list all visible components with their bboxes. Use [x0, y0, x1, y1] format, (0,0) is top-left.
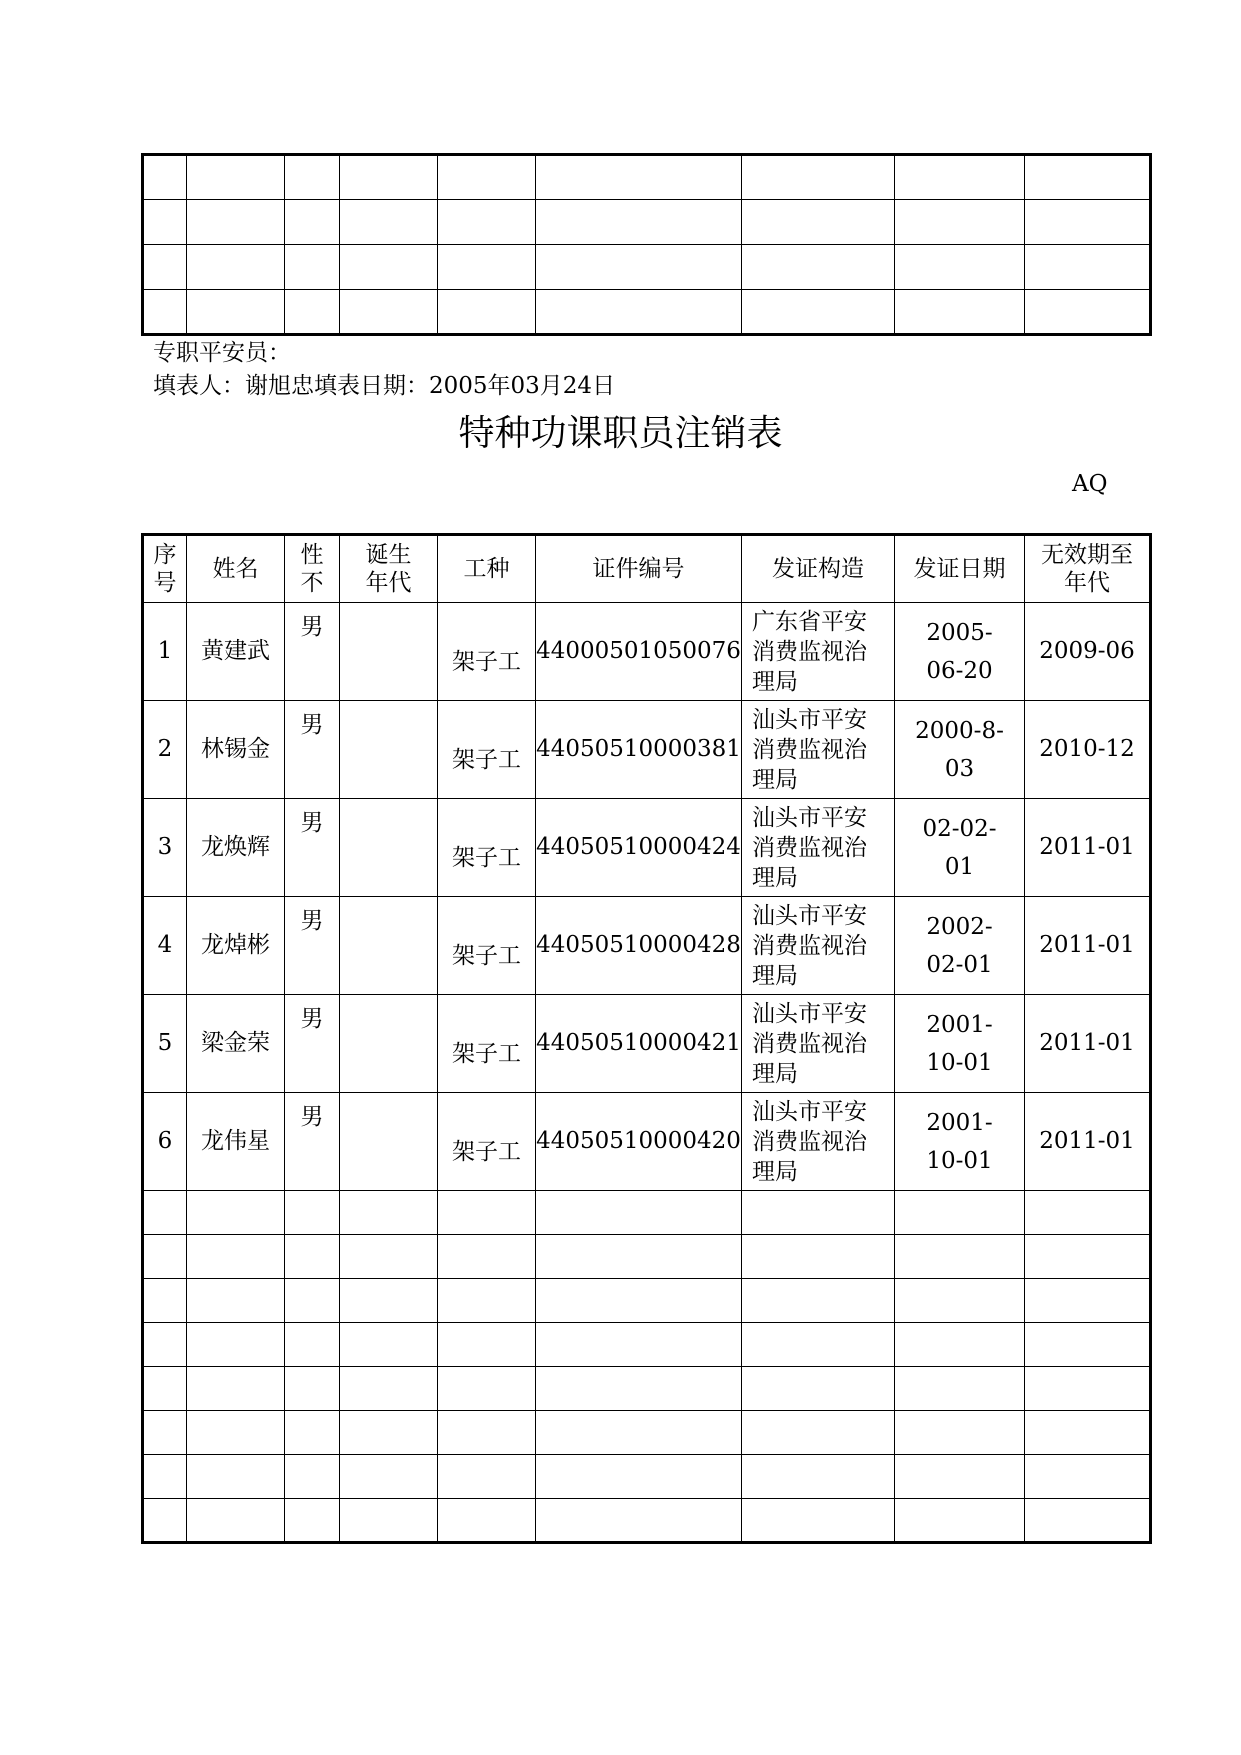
- table-row: [143, 603, 1151, 701]
- empty-cell: [340, 155, 438, 200]
- cell-name: 梁金荣: [187, 995, 285, 1093]
- empty-cell: [340, 290, 438, 335]
- empty-cell: [340, 1367, 438, 1411]
- empty-cell: [340, 200, 438, 245]
- cell-issuer: 汕头市平安消费监视治理局: [742, 995, 895, 1093]
- cell-job: 架子工: [438, 897, 536, 995]
- empty-cell: [187, 245, 285, 290]
- empty-cell: [340, 1235, 438, 1279]
- cell-issuer: 汕头市平安消费监视治理局: [742, 1093, 895, 1191]
- empty-cell: [1025, 1455, 1151, 1499]
- cell-issue-date: 02-02-01: [895, 799, 1025, 897]
- cell-sex: 男: [285, 701, 340, 799]
- empty-cell: [1025, 1323, 1151, 1367]
- empty-cell: [285, 1367, 340, 1411]
- empty-cell: [285, 155, 340, 200]
- cell-issuer: 汕头市平安消费监视治理局: [742, 799, 895, 897]
- table-row: [143, 1455, 1151, 1499]
- empty-cell: [187, 1323, 285, 1367]
- cell-cert: 44050510000420: [536, 1093, 742, 1191]
- empty-cell: [742, 1499, 895, 1543]
- cell-no: 3: [143, 799, 187, 897]
- col-header-birth: 诞生年代: [340, 535, 438, 603]
- cell-issue-date: 2001-10-01: [895, 995, 1025, 1093]
- table-row: [143, 1191, 1151, 1235]
- cell-birth: [340, 995, 438, 1093]
- empty-cell: [895, 290, 1025, 335]
- cell-cert: 44050510000428: [536, 897, 742, 995]
- empty-cell: [438, 200, 536, 245]
- filler-label: 填表人：: [153, 373, 245, 399]
- table-row: [143, 1367, 1151, 1411]
- empty-cell: [895, 1279, 1025, 1323]
- empty-cell: [285, 1499, 340, 1543]
- cell-birth: [340, 701, 438, 799]
- empty-cell: [895, 1191, 1025, 1235]
- cell-sex: 男: [285, 799, 340, 897]
- empty-cell: [438, 1279, 536, 1323]
- cell-issue-date: 2002-02-01: [895, 897, 1025, 995]
- empty-cell: [742, 155, 895, 200]
- table-row: [143, 1279, 1151, 1323]
- empty-cell: [143, 1279, 187, 1323]
- cell-no: 1: [143, 603, 187, 701]
- empty-cell: [895, 245, 1025, 290]
- empty-cell: [285, 1191, 340, 1235]
- empty-cell: [438, 290, 536, 335]
- cell-valid-to: 2011-01: [1025, 1093, 1151, 1191]
- empty-cell: [285, 1411, 340, 1455]
- cell-sex: 男: [285, 603, 340, 701]
- cell-cert: 44050510000424: [536, 799, 742, 897]
- empty-cell: [536, 1455, 742, 1499]
- cell-name: 林锡金: [187, 701, 285, 799]
- filler-name: 谢旭忠: [245, 373, 314, 399]
- col-header-name: 姓名: [187, 535, 285, 603]
- empty-cell: [340, 1323, 438, 1367]
- empty-cell: [536, 290, 742, 335]
- empty-cell: [438, 245, 536, 290]
- empty-cell: [742, 1279, 895, 1323]
- empty-cell: [536, 1191, 742, 1235]
- empty-cell: [742, 1191, 895, 1235]
- empty-cell: [536, 245, 742, 290]
- empty-cell: [895, 200, 1025, 245]
- cell-sex: 男: [285, 897, 340, 995]
- empty-cell: [143, 1323, 187, 1367]
- cell-birth: [340, 799, 438, 897]
- empty-cell: [285, 1279, 340, 1323]
- cell-birth: [340, 603, 438, 701]
- cell-cert: 44050510000381: [536, 701, 742, 799]
- empty-cell: [536, 1411, 742, 1455]
- empty-cell: [340, 1191, 438, 1235]
- empty-cell: [340, 1411, 438, 1455]
- empty-cell: [895, 1235, 1025, 1279]
- empty-cell: [536, 1499, 742, 1543]
- col-header-cert: 证件编号: [536, 535, 742, 603]
- cell-no: 4: [143, 897, 187, 995]
- empty-cell: [895, 1367, 1025, 1411]
- table-row: [143, 1499, 1151, 1543]
- empty-cell: [143, 1235, 187, 1279]
- empty-cell: [536, 155, 742, 200]
- cell-job: 架子工: [438, 799, 536, 897]
- cell-issuer: 广东省平安消费监视治理局: [742, 603, 895, 701]
- empty-cell: [438, 155, 536, 200]
- table-row: [143, 1323, 1151, 1367]
- empty-cell: [1025, 1499, 1151, 1543]
- col-header-issuer: 发证构造: [742, 535, 895, 603]
- cell-birth: [340, 1093, 438, 1191]
- cell-no: 5: [143, 995, 187, 1093]
- empty-cell: [187, 200, 285, 245]
- cell-job: 架子工: [438, 995, 536, 1093]
- empty-cell: [742, 1367, 895, 1411]
- empty-cell: [285, 1323, 340, 1367]
- empty-cell: [187, 1367, 285, 1411]
- cell-name: 黄建武: [187, 603, 285, 701]
- table-row: [143, 245, 1151, 290]
- cell-name: 龙焕辉: [187, 799, 285, 897]
- empty-cell: [143, 245, 187, 290]
- document-title: 特种功课职员注销表: [458, 413, 783, 454]
- empty-cell: [1025, 200, 1151, 245]
- empty-cell: [438, 1235, 536, 1279]
- empty-cell: [1025, 1367, 1151, 1411]
- empty-cell: [438, 1367, 536, 1411]
- empty-cell: [1025, 1411, 1151, 1455]
- cell-issue-date: 2001-10-01: [895, 1093, 1025, 1191]
- empty-cell: [438, 1499, 536, 1543]
- empty-cell: [187, 290, 285, 335]
- table-row: [143, 1093, 1151, 1191]
- cell-job: 架子工: [438, 603, 536, 701]
- empty-cell: [536, 1323, 742, 1367]
- empty-cell: [340, 1499, 438, 1543]
- safety-officer-label: 专职平安员：: [153, 340, 291, 366]
- empty-cell: [187, 1191, 285, 1235]
- document-code: AQ: [1072, 471, 1108, 497]
- empty-cell: [536, 1279, 742, 1323]
- empty-cell: [1025, 290, 1151, 335]
- table-row: [143, 995, 1151, 1093]
- empty-cell: [187, 1455, 285, 1499]
- table-row: [143, 290, 1151, 335]
- cell-sex: 男: [285, 1093, 340, 1191]
- empty-cell: [742, 1411, 895, 1455]
- previous-page-table: [141, 153, 1152, 336]
- empty-cell: [742, 245, 895, 290]
- empty-cell: [1025, 155, 1151, 200]
- empty-cell: [536, 1367, 742, 1411]
- empty-cell: [536, 200, 742, 245]
- empty-cell: [895, 1323, 1025, 1367]
- col-header-sex: 性不: [285, 535, 340, 603]
- fill-date-label: 填表日期：: [314, 373, 429, 399]
- empty-cell: [895, 1455, 1025, 1499]
- empty-cell: [143, 155, 187, 200]
- empty-cell: [1025, 1191, 1151, 1235]
- cell-issuer: 汕头市平安消费监视治理局: [742, 897, 895, 995]
- empty-cell: [143, 1411, 187, 1455]
- table-row: [143, 799, 1151, 897]
- empty-cell: [143, 1191, 187, 1235]
- empty-cell: [742, 200, 895, 245]
- cell-job: 架子工: [438, 701, 536, 799]
- cell-cert: 44000501050076: [536, 603, 742, 701]
- cell-no: 2: [143, 701, 187, 799]
- cell-valid-to: 2011-01: [1025, 897, 1151, 995]
- empty-cell: [187, 1499, 285, 1543]
- empty-cell: [895, 1499, 1025, 1543]
- empty-cell: [285, 1455, 340, 1499]
- cell-valid-to: 2011-01: [1025, 995, 1151, 1093]
- empty-cell: [536, 1235, 742, 1279]
- table-row: [143, 701, 1151, 799]
- empty-cell: [143, 1367, 187, 1411]
- col-header-issue-date: 发证日期: [895, 535, 1025, 603]
- deregistration-table: [141, 533, 1152, 1544]
- cell-birth: [340, 897, 438, 995]
- col-header-valid-to: 无效期至年代: [1025, 535, 1151, 603]
- table-row: [143, 155, 1151, 200]
- col-header-no: 序号: [143, 535, 187, 603]
- empty-cell: [285, 290, 340, 335]
- empty-cell: [438, 1191, 536, 1235]
- empty-cell: [742, 290, 895, 335]
- empty-cell: [285, 200, 340, 245]
- empty-cell: [1025, 1235, 1151, 1279]
- cell-name: 龙伟星: [187, 1093, 285, 1191]
- table-row: [143, 1235, 1151, 1279]
- empty-cell: [895, 1411, 1025, 1455]
- empty-cell: [143, 1499, 187, 1543]
- empty-cell: [285, 245, 340, 290]
- empty-cell: [143, 200, 187, 245]
- cell-no: 6: [143, 1093, 187, 1191]
- empty-cell: [438, 1455, 536, 1499]
- empty-cell: [1025, 1279, 1151, 1323]
- cell-job: 架子工: [438, 1093, 536, 1191]
- cell-valid-to: 2009-06: [1025, 603, 1151, 701]
- col-header-job: 工种: [438, 535, 536, 603]
- empty-cell: [742, 1323, 895, 1367]
- cell-issue-date: 2005-06-20: [895, 603, 1025, 701]
- empty-cell: [895, 155, 1025, 200]
- cell-valid-to: 2011-01: [1025, 799, 1151, 897]
- cell-cert: 44050510000421: [536, 995, 742, 1093]
- empty-cell: [143, 290, 187, 335]
- empty-cell: [438, 1323, 536, 1367]
- table-row: [143, 200, 1151, 245]
- table-row: [143, 897, 1151, 995]
- empty-cell: [340, 245, 438, 290]
- safety-officer-line: [153, 338, 291, 368]
- empty-cell: [187, 1235, 285, 1279]
- empty-cell: [187, 1411, 285, 1455]
- filler-line: [153, 371, 615, 401]
- empty-cell: [742, 1235, 895, 1279]
- fill-date-value: 2005年03月24日: [429, 373, 616, 399]
- cell-valid-to: 2010-12: [1025, 701, 1151, 799]
- empty-cell: [143, 1455, 187, 1499]
- empty-cell: [187, 1279, 285, 1323]
- cell-issuer: 汕头市平安消费监视治理局: [742, 701, 895, 799]
- empty-cell: [340, 1279, 438, 1323]
- cell-issue-date: 2000-8-03: [895, 701, 1025, 799]
- empty-cell: [285, 1235, 340, 1279]
- empty-cell: [187, 155, 285, 200]
- cell-sex: 男: [285, 995, 340, 1093]
- empty-cell: [438, 1411, 536, 1455]
- empty-cell: [1025, 245, 1151, 290]
- empty-cell: [340, 1455, 438, 1499]
- cell-name: 龙焯彬: [187, 897, 285, 995]
- empty-cell: [742, 1455, 895, 1499]
- table-header-row: [143, 535, 1151, 603]
- table-row: [143, 1411, 1151, 1455]
